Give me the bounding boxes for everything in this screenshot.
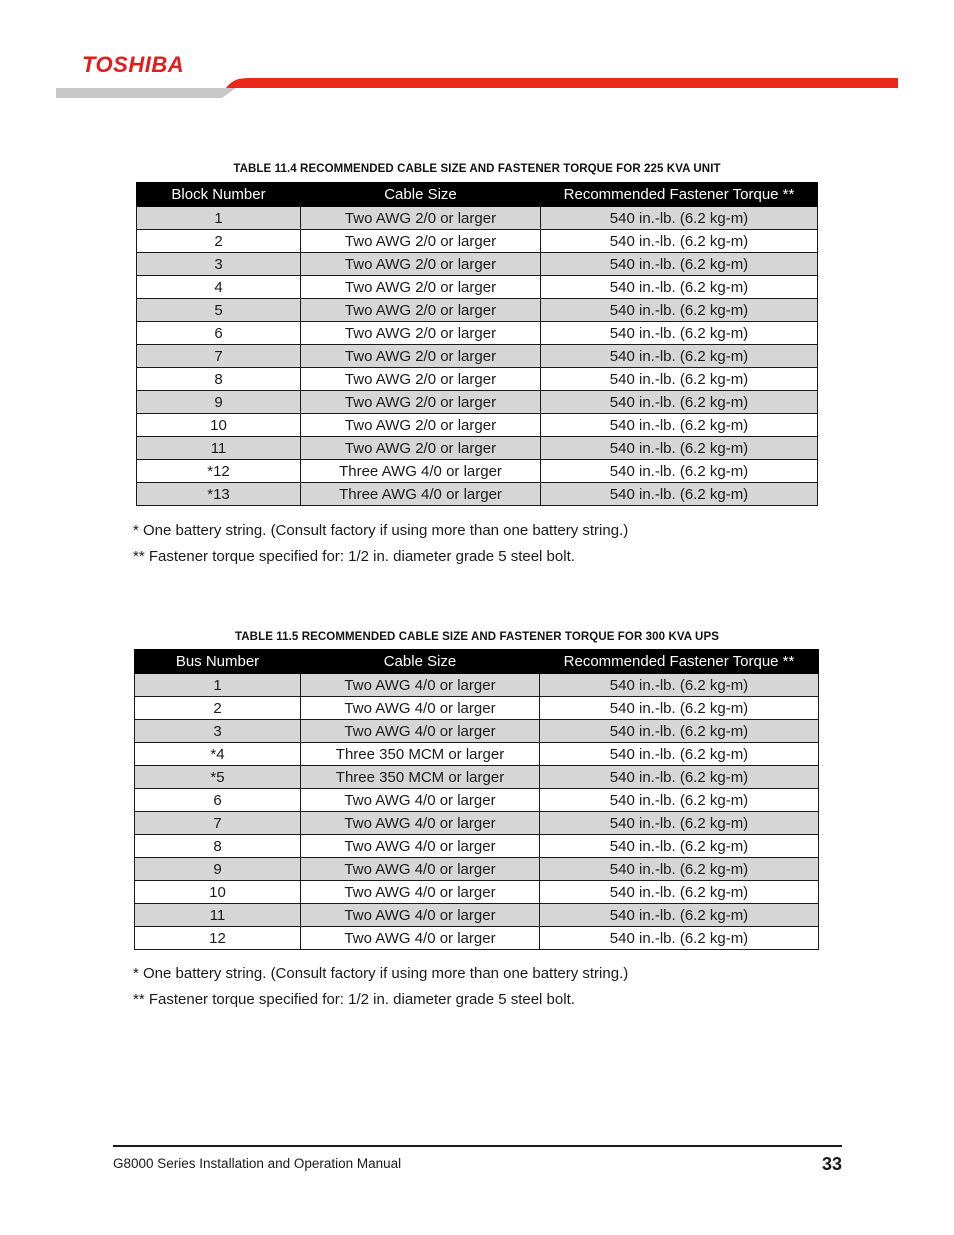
cell-number: 7 (135, 812, 301, 835)
cell-cable-size: Two AWG 2/0 or larger (301, 437, 541, 460)
cell-cable-size: Two AWG 2/0 or larger (301, 207, 541, 230)
table-11-5-title: TABLE 11.5 RECOMMENDED CABLE SIZE AND FASTENER TORQUE FOR 300 KVA UPS (234, 631, 719, 643)
table-row (135, 812, 819, 835)
table-row (135, 743, 819, 766)
table-row (137, 368, 818, 391)
table-11-4-body (137, 207, 818, 506)
cell-number: 3 (135, 720, 301, 743)
cell-cable-size: Two AWG 2/0 or larger (301, 299, 541, 322)
cell-number: 4 (137, 276, 301, 299)
cell-torque: 540 in.-lb. (6.2 kg-m) (541, 437, 818, 460)
cell-cable-size: Two AWG 4/0 or larger (301, 812, 540, 835)
cell-cable-size: Two AWG 2/0 or larger (301, 391, 541, 414)
table-11-5 (134, 649, 819, 950)
cell-torque: 540 in.-lb. (6.2 kg-m) (540, 789, 819, 812)
column-header-cable-size: Cable Size (301, 650, 540, 674)
cell-number: 3 (137, 253, 301, 276)
cell-number: 10 (137, 414, 301, 437)
cell-cable-size: Three AWG 4/0 or larger (301, 460, 541, 483)
cell-torque: 540 in.-lb. (6.2 kg-m) (541, 414, 818, 437)
cell-number: *4 (135, 743, 301, 766)
table-row (137, 414, 818, 437)
cell-cable-size: Two AWG 4/0 or larger (301, 858, 540, 881)
cell-cable-size: Two AWG 4/0 or larger (301, 697, 540, 720)
footer-manual-title: G8000 Series Installation and Operation Manual (113, 1156, 402, 1171)
table-row (137, 391, 818, 414)
cell-cable-size: Two AWG 4/0 or larger (301, 789, 540, 812)
cell-cable-size: Two AWG 2/0 or larger (301, 345, 541, 368)
table-row (137, 345, 818, 368)
cell-cable-size: Two AWG 2/0 or larger (301, 322, 541, 345)
cell-torque: 540 in.-lb. (6.2 kg-m) (541, 253, 818, 276)
header-swoosh-bar (0, 0, 954, 110)
table-row (137, 276, 818, 299)
cell-number: *13 (137, 483, 301, 506)
cell-torque: 540 in.-lb. (6.2 kg-m) (541, 368, 818, 391)
column-header-torque: Recommended Fastener Torque ** (541, 183, 818, 207)
cell-cable-size: Two AWG 4/0 or larger (301, 720, 540, 743)
cell-number: 7 (137, 345, 301, 368)
cell-torque: 540 in.-lb. (6.2 kg-m) (541, 483, 818, 506)
cell-torque: 540 in.-lb. (6.2 kg-m) (540, 697, 819, 720)
table-row (137, 230, 818, 253)
table-11-4-note-1: * One battery string. (Consult factory if using more than one battery string.) (133, 522, 629, 539)
table-row (135, 697, 819, 720)
table-row (137, 437, 818, 460)
cell-number: *5 (135, 766, 301, 789)
cell-torque: 540 in.-lb. (6.2 kg-m) (541, 276, 818, 299)
table-row (135, 674, 819, 697)
cell-torque: 540 in.-lb. (6.2 kg-m) (540, 812, 819, 835)
cell-number: 2 (137, 230, 301, 253)
table-row (137, 460, 818, 483)
column-header-bus-number: Bus Number (135, 650, 301, 674)
cell-number: 1 (135, 674, 301, 697)
cell-number: *12 (137, 460, 301, 483)
cell-cable-size: Two AWG 4/0 or larger (301, 927, 540, 950)
cell-cable-size: Two AWG 2/0 or larger (301, 414, 541, 437)
table-11-4-title: TABLE 11.4 RECOMMENDED CABLE SIZE AND FASTENER TORQUE FOR 225 KVA UNIT (233, 163, 721, 175)
table-row (137, 253, 818, 276)
cell-cable-size: Two AWG 2/0 or larger (301, 276, 541, 299)
cell-number: 1 (137, 207, 301, 230)
cell-number: 6 (137, 322, 301, 345)
table-11-4 (136, 182, 818, 506)
table-row (135, 881, 819, 904)
cell-torque: 540 in.-lb. (6.2 kg-m) (541, 460, 818, 483)
cell-number: 12 (135, 927, 301, 950)
cell-cable-size: Three 350 MCM or larger (301, 766, 540, 789)
cell-number: 10 (135, 881, 301, 904)
column-header-block-number: Block Number (137, 183, 301, 207)
cell-torque: 540 in.-lb. (6.2 kg-m) (541, 299, 818, 322)
table-row (135, 789, 819, 812)
cell-torque: 540 in.-lb. (6.2 kg-m) (540, 674, 819, 697)
table-row (137, 483, 818, 506)
table-11-5-note-1: * One battery string. (Consult factory if using more than one battery string.) (133, 965, 629, 982)
table-row (135, 835, 819, 858)
cell-torque: 540 in.-lb. (6.2 kg-m) (541, 207, 818, 230)
cell-cable-size: Two AWG 2/0 or larger (301, 253, 541, 276)
table-11-5-body (135, 674, 819, 950)
cell-number: 6 (135, 789, 301, 812)
table-row (135, 858, 819, 881)
table-row (137, 207, 818, 230)
cell-torque: 540 in.-lb. (6.2 kg-m) (541, 345, 818, 368)
column-header-torque: Recommended Fastener Torque ** (540, 650, 819, 674)
cell-torque: 540 in.-lb. (6.2 kg-m) (540, 835, 819, 858)
cell-cable-size: Two AWG 4/0 or larger (301, 904, 540, 927)
cell-number: 5 (137, 299, 301, 322)
cell-number: 9 (137, 391, 301, 414)
cell-cable-size: Two AWG 4/0 or larger (301, 881, 540, 904)
table-header-row (137, 183, 818, 207)
cell-cable-size: Three 350 MCM or larger (301, 743, 540, 766)
table-row (135, 720, 819, 743)
table-row (137, 322, 818, 345)
cell-torque: 540 in.-lb. (6.2 kg-m) (540, 858, 819, 881)
toshiba-logo: TOSHIBA (82, 52, 185, 77)
column-header-cable-size: Cable Size (301, 183, 541, 207)
cell-cable-size: Two AWG 2/0 or larger (301, 368, 541, 391)
page-number: 33 (821, 1154, 842, 1174)
cell-torque: 540 in.-lb. (6.2 kg-m) (540, 720, 819, 743)
cell-number: 8 (135, 835, 301, 858)
table-11-5-note-2: ** Fastener torque specified for: 1/2 in. diameter grade 5 steel bolt. (133, 991, 575, 1008)
cell-number: 2 (135, 697, 301, 720)
cell-cable-size: Two AWG 4/0 or larger (301, 674, 540, 697)
table-row (135, 904, 819, 927)
cell-number: 9 (135, 858, 301, 881)
cell-cable-size: Two AWG 4/0 or larger (301, 835, 540, 858)
cell-torque: 540 in.-lb. (6.2 kg-m) (540, 743, 819, 766)
cell-torque: 540 in.-lb. (6.2 kg-m) (540, 927, 819, 950)
cell-number: 11 (137, 437, 301, 460)
cell-torque: 540 in.-lb. (6.2 kg-m) (541, 391, 818, 414)
table-11-4-note-2: ** Fastener torque specified for: 1/2 in. diameter grade 5 steel bolt. (133, 548, 575, 565)
cell-torque: 540 in.-lb. (6.2 kg-m) (541, 322, 818, 345)
table-row (135, 766, 819, 789)
cell-cable-size: Two AWG 2/0 or larger (301, 230, 541, 253)
cell-torque: 540 in.-lb. (6.2 kg-m) (540, 766, 819, 789)
table-row (135, 927, 819, 950)
footer-divider (113, 1145, 842, 1147)
cell-cable-size: Three AWG 4/0 or larger (301, 483, 541, 506)
cell-torque: 540 in.-lb. (6.2 kg-m) (541, 230, 818, 253)
cell-number: 8 (137, 368, 301, 391)
cell-torque: 540 in.-lb. (6.2 kg-m) (540, 881, 819, 904)
table-header-row (135, 650, 819, 674)
table-row (137, 299, 818, 322)
cell-torque: 540 in.-lb. (6.2 kg-m) (540, 904, 819, 927)
cell-number: 11 (135, 904, 301, 927)
